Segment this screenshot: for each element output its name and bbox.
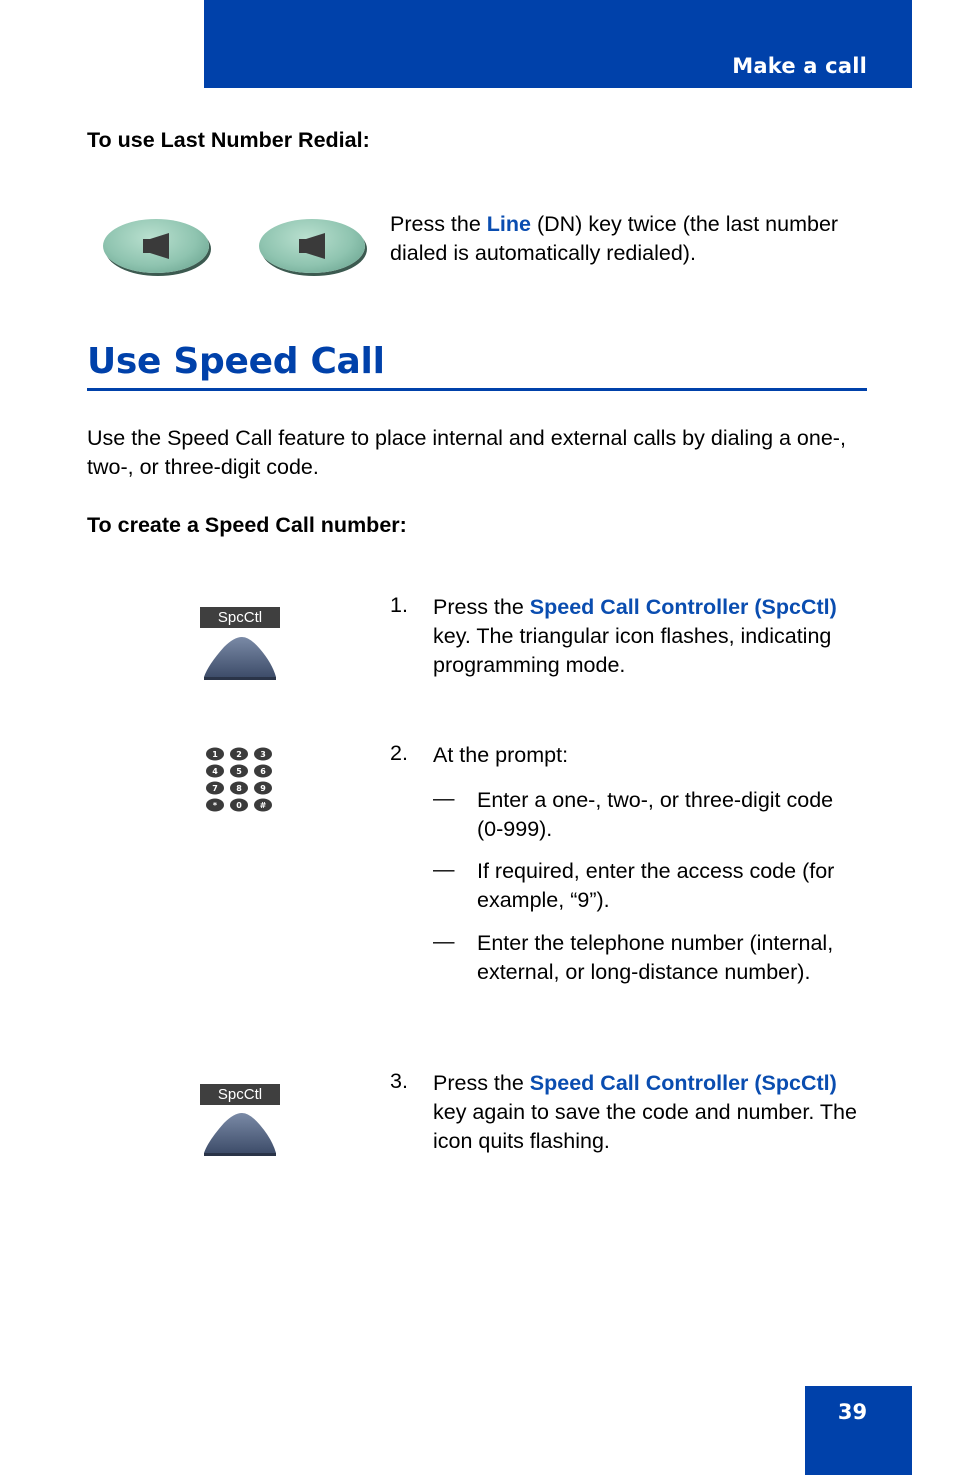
dialpad-key: [230, 765, 248, 778]
step-1-prefix: Press the: [433, 595, 530, 619]
step-2-number: 2.: [390, 741, 408, 765]
step-3-suffix: key again to save the code and number. The icon quits flashing.: [433, 1100, 857, 1153]
line-key-term: Line: [486, 212, 531, 236]
step-1-text: [433, 593, 863, 680]
dialpad-key-label: 6: [260, 767, 266, 776]
spcctl-key-icon: [202, 1111, 278, 1157]
step-1-key-term: Speed Call Controller (SpcCtl): [529, 595, 837, 619]
dialpad-key: [206, 799, 224, 812]
dialpad-key-label: 7: [212, 784, 218, 793]
dialpad-key: [254, 799, 272, 812]
dialpad-key-label: 5: [236, 767, 242, 776]
spcctl-key-label: SpcCtl: [200, 607, 280, 628]
dialpad-key: [254, 748, 272, 761]
step-3-number: 3.: [390, 1069, 408, 1093]
subitem-text: Enter the telephone number (internal, external, or long-distance number).: [477, 931, 834, 984]
dialpad-key-label: 1: [212, 750, 218, 759]
redial-text-after: (DN) key twice (the last number dialed is automatically redialed).: [390, 212, 839, 265]
dialpad-key: [206, 748, 224, 761]
dialpad-icon: [205, 746, 273, 814]
dialpad-key: [254, 765, 272, 778]
step-2-text: At the prompt:: [433, 743, 569, 767]
step-1-number: 1.: [390, 593, 408, 617]
dialpad-key: [230, 799, 248, 812]
dialpad-key-label: #: [259, 801, 267, 810]
dialpad-key: [206, 782, 224, 795]
subitem-text: Enter a one-, two-, or three-digit code (0-999).: [477, 788, 834, 841]
spcctl-key-icon: [202, 635, 278, 681]
spcctl-key-label: SpcCtl: [200, 1084, 280, 1105]
speed-call-subhead: To create a Speed Call number:: [87, 513, 407, 537]
subitem-dash: —: [433, 857, 455, 881]
dialpad-key-label: 2: [236, 750, 242, 759]
dialpad-key-label: 3: [260, 750, 266, 759]
page-number-box: [805, 1386, 912, 1475]
dialpad-key: [230, 782, 248, 795]
subitem-dash: —: [433, 786, 455, 810]
subitem-dash: —: [433, 929, 455, 953]
dialpad-key-label: 4: [212, 767, 218, 776]
step-3-prefix: Press the: [433, 1071, 530, 1095]
dialpad-key-label: 9: [260, 784, 266, 793]
line-key-icon: [259, 219, 365, 273]
subitem-text: If required, enter the access code (for example, “9”).: [477, 859, 835, 912]
step-3-text: [433, 1069, 868, 1156]
step-1-suffix: key. The triangular icon flashes, indicating programming mode.: [433, 624, 832, 677]
dialpad-key: [230, 748, 248, 761]
line-key-icon: [103, 219, 209, 273]
redial-instruction: [390, 210, 840, 268]
dialpad-key-label: 0: [236, 801, 242, 810]
dialpad-key-label: 8: [236, 784, 242, 793]
header-bar: [204, 0, 912, 88]
dialpad-key-label: *: [212, 801, 218, 810]
section-title: Use Speed Call: [87, 338, 867, 391]
header-title: Make a call: [732, 54, 867, 78]
section-intro: Use the Speed Call feature to place internal and external calls by dialing a one-, two-, or three-digit code.: [87, 426, 846, 479]
dialpad-key: [206, 765, 224, 778]
redial-subhead: To use Last Number Redial:: [87, 128, 370, 152]
step-3-key-term: Speed Call Controller (SpcCtl): [529, 1071, 837, 1095]
page-number: 39: [837, 1400, 868, 1424]
dialpad-key: [254, 782, 272, 795]
redial-text-before: Press the: [390, 212, 487, 236]
